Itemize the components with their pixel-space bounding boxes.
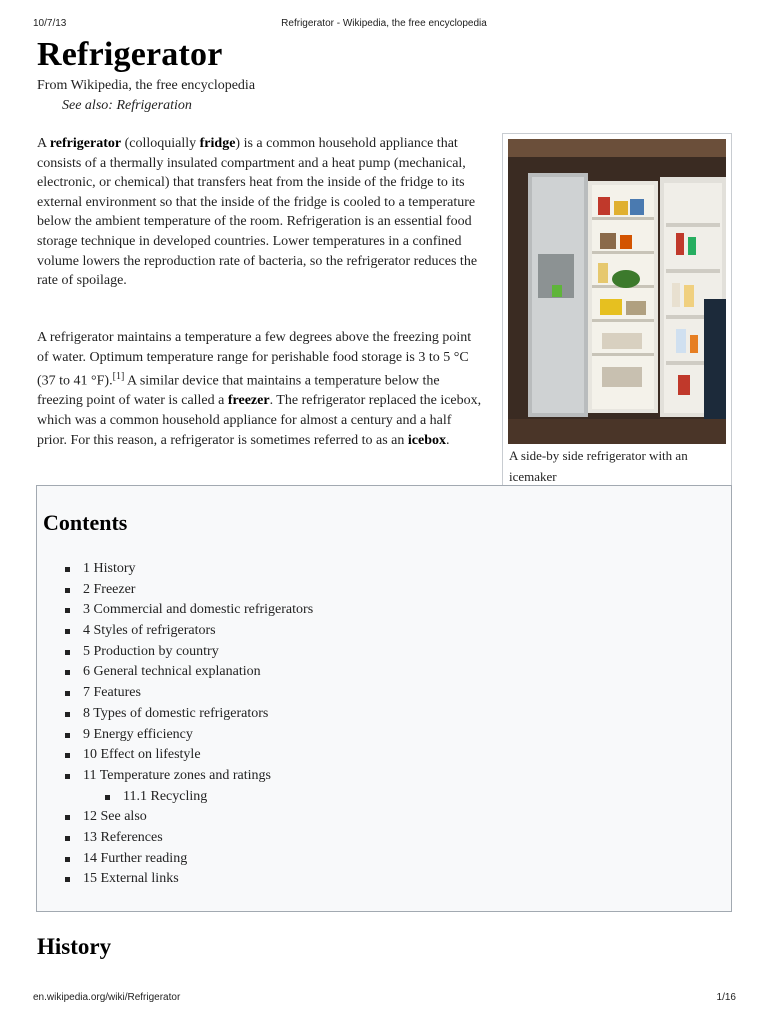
- toc-item[interactable]: 5 Production by country: [65, 642, 313, 663]
- toc-item[interactable]: 11 Temperature zones and ratings: [65, 766, 313, 787]
- text-run: A similar device that maintains a temperature below the freezing point of water is called a: [37, 373, 440, 409]
- see-also-link[interactable]: Refrigeration: [116, 98, 192, 113]
- bold-term-refrigerator: refrigerator: [49, 136, 122, 151]
- toc-item[interactable]: 7 Features: [65, 683, 313, 704]
- print-date: 10/7/13: [33, 18, 67, 29]
- bold-term-freezer[interactable]: freezer: [227, 393, 270, 409]
- toc-item[interactable]: 4 Styles of refrigerators: [65, 621, 313, 642]
- citation-link[interactable]: [1]: [112, 371, 125, 383]
- toc-item[interactable]: 8 Types of domestic refrigerators: [65, 704, 313, 725]
- text-run: A: [37, 136, 50, 151]
- side-by-side-refrigerator-photo[interactable]: [508, 139, 726, 444]
- text-run: ) is a common household appliance that consists of a thermally insulated compartment and a heat pump (mechanical, electronic, or chemical) that transfers heat from the inside of the fridge to its external environment so that the inside of the fridge is cooled to a temperature below the ambient temperature of the room. Refrigeration is an essential food storage technique in developed countries. Lower temperatures in a confined volume lowers the reproduction rate of bacteria, so the refrigerator reduces the rate of spoilage.: [37, 136, 478, 289]
- text-run: A refrigerator maintains a temperature a few degrees above the freezing point of water. Optimum temperature range for perishable food storage is 3 to 5 °C (37 to 41 °F).: [37, 330, 472, 389]
- table-of-contents: [36, 485, 732, 912]
- toc-item[interactable]: 12 See also: [65, 807, 313, 828]
- image-thumbnail-side-by-side: [502, 133, 732, 487]
- toc-item[interactable]: 15 External links: [65, 869, 313, 890]
- see-also-hatnote: [62, 98, 192, 114]
- see-also-label: See also:: [62, 98, 113, 113]
- text-run: .: [446, 432, 450, 448]
- intro-paragraph-2: [37, 328, 483, 450]
- text-run: . The refrigerator replaced the icebox, which was a common household appliance for almost a century and a half prior. For this reason, a refrigerator is sometimes referred to as an: [37, 393, 482, 448]
- intro-paragraph-1: [37, 134, 483, 291]
- bold-term-icebox[interactable]: icebox: [407, 432, 446, 448]
- toc-title: Contents: [43, 510, 128, 535]
- page-title: Refrigerator: [37, 36, 223, 73]
- toc-subitem[interactable]: 11.1 Recycling: [65, 787, 313, 808]
- section-heading-history: History: [37, 934, 112, 959]
- text-run: (colloquially: [121, 136, 200, 151]
- bold-term-fridge: fridge: [199, 136, 236, 151]
- toc-list: [65, 559, 313, 890]
- toc-item[interactable]: 14 Further reading: [65, 849, 313, 870]
- toc-item[interactable]: 2 Freezer: [65, 580, 313, 601]
- print-url: en.wikipedia.org/wiki/Refrigerator: [33, 992, 181, 1003]
- image-caption: A side-by side refrigerator with an icemaker: [509, 448, 688, 484]
- toc-item[interactable]: 3 Commercial and domestic refrigerators: [65, 600, 313, 621]
- toc-item[interactable]: 6 General technical explanation: [65, 662, 313, 683]
- print-page-number: 1/16: [716, 992, 736, 1003]
- toc-item[interactable]: 13 References: [65, 828, 313, 849]
- toc-item[interactable]: 1 History: [65, 559, 313, 580]
- toc-item[interactable]: 9 Energy efficiency: [65, 725, 313, 746]
- print-doc-title: Refrigerator - Wikipedia, the free encyclopedia: [281, 18, 487, 29]
- toc-item[interactable]: 10 Effect on lifestyle: [65, 745, 313, 766]
- tagline: From Wikipedia, the free encyclopedia: [37, 78, 256, 93]
